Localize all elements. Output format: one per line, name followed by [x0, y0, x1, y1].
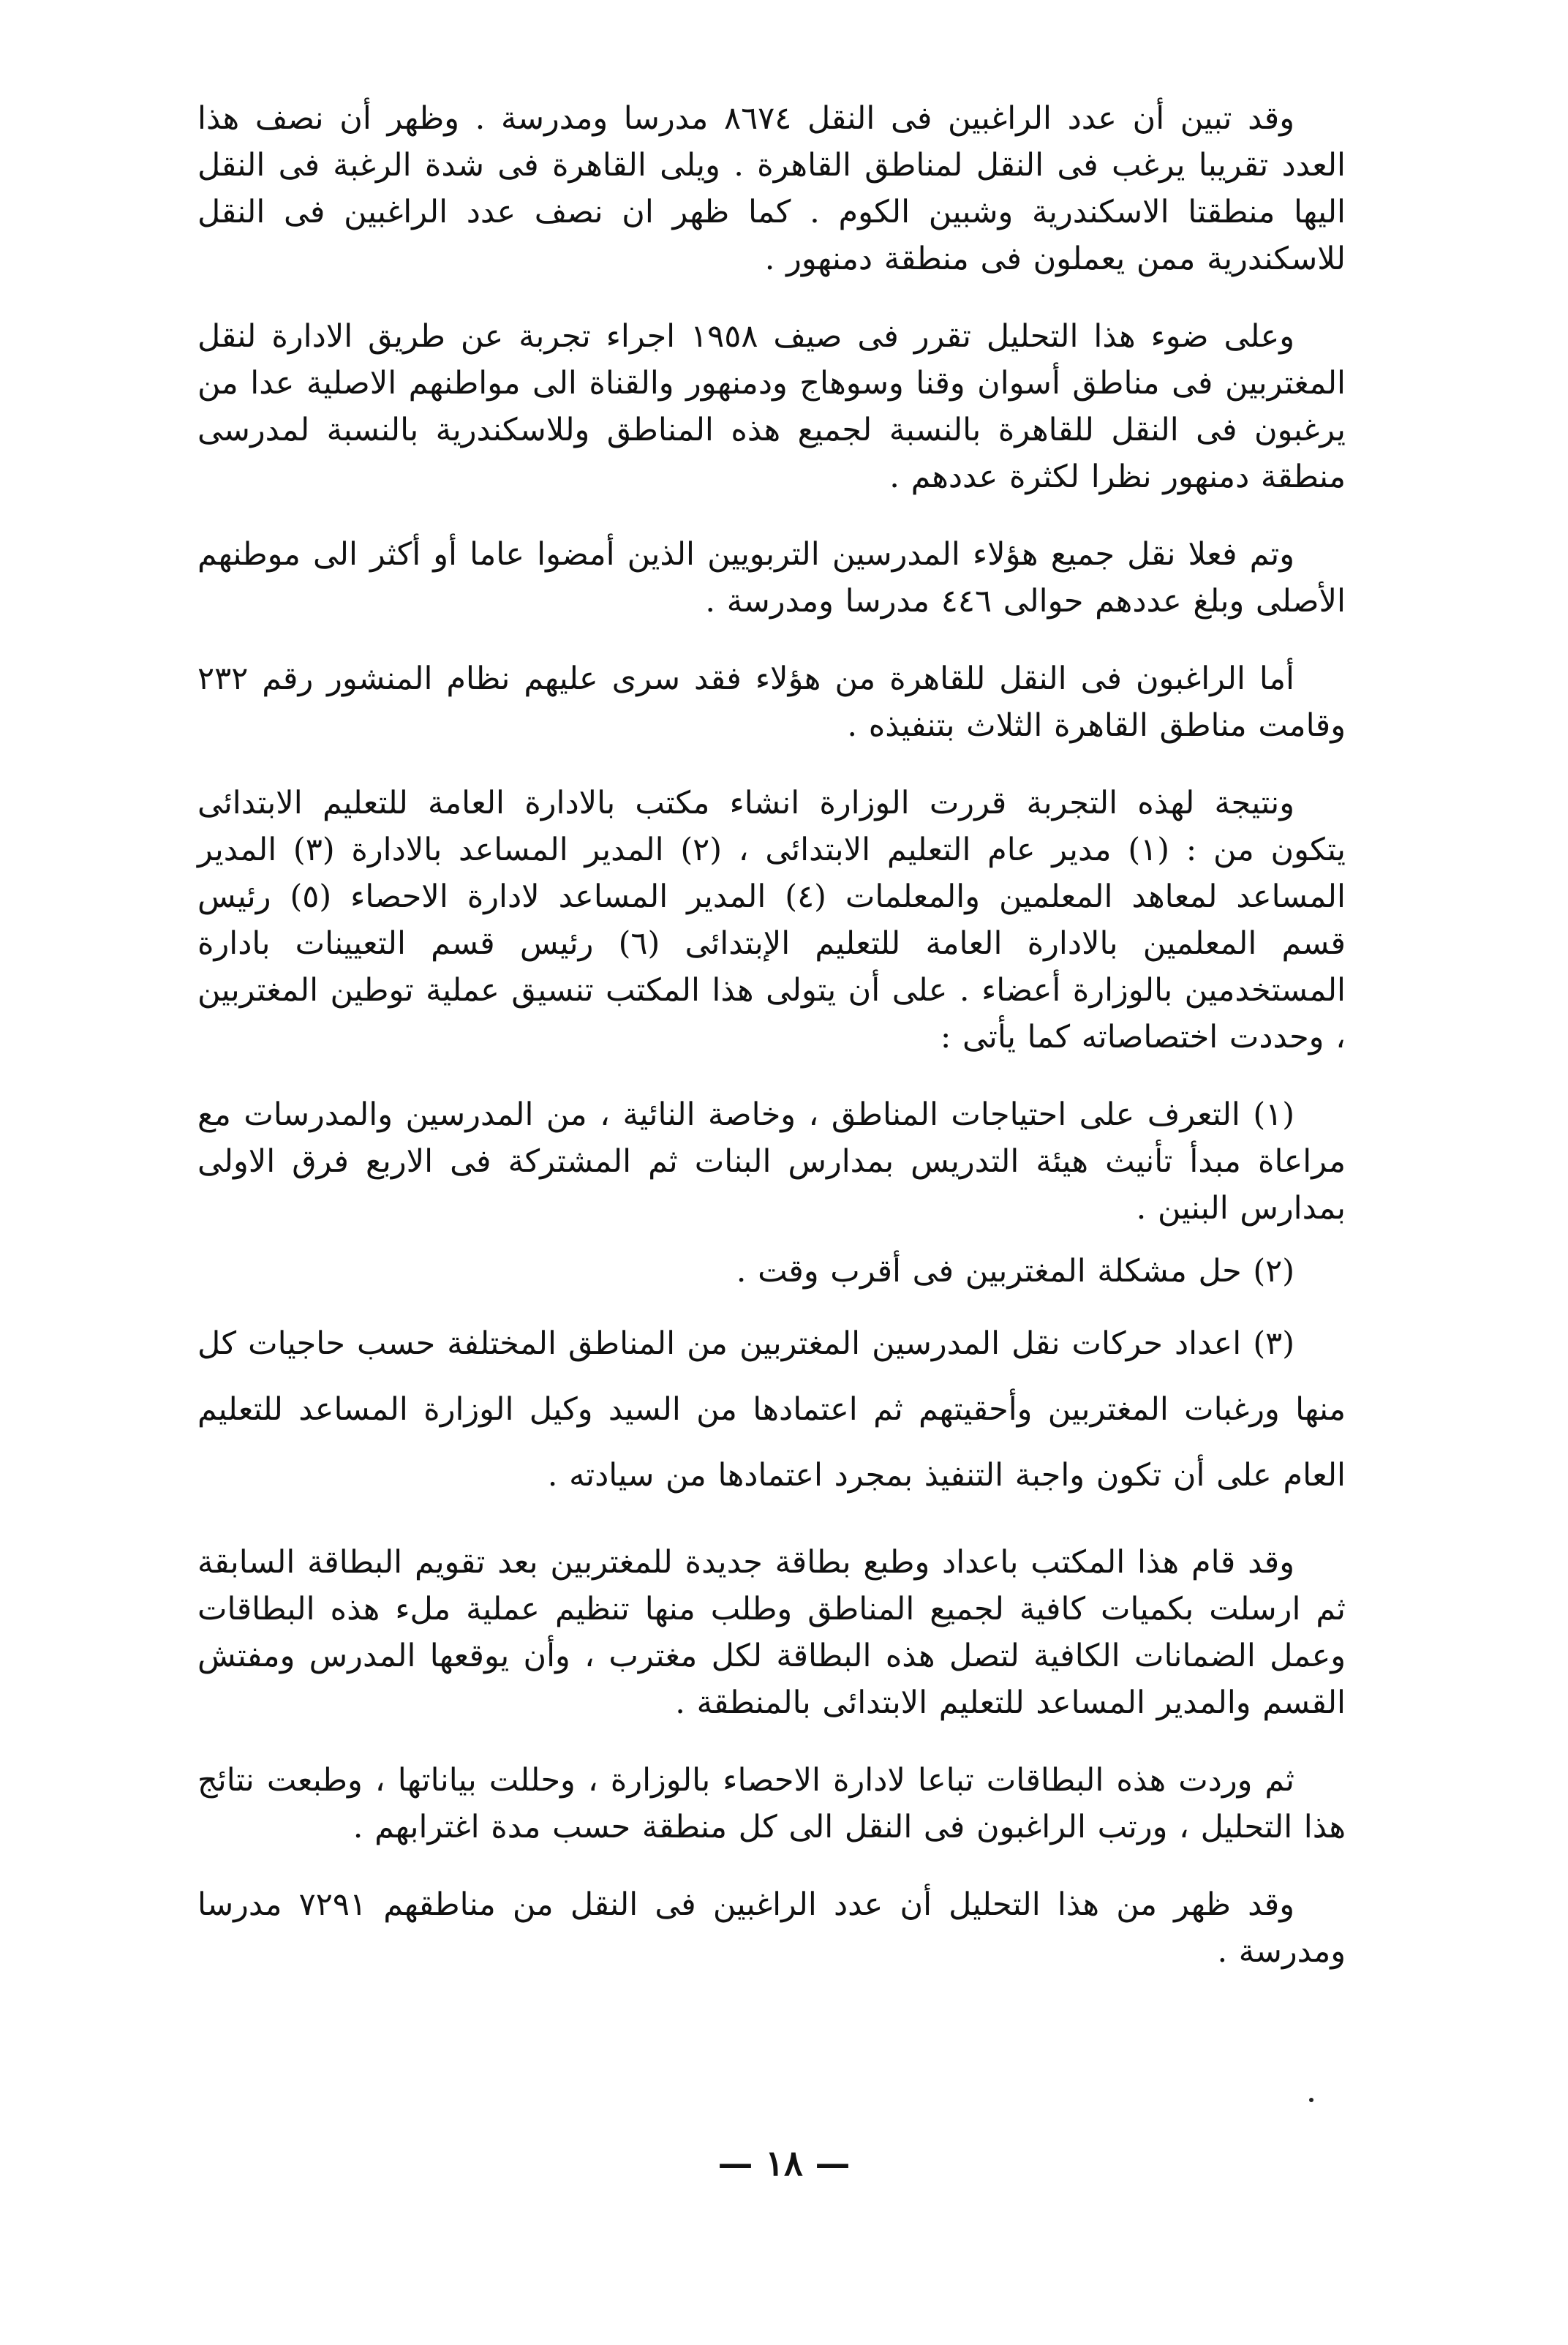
- paragraph-office-formation: ونتيجة لهذه التجربة قررت الوزارة انشاء مكتب بالادارة العامة للتعليم الابتدائى يتكون من : (١) مدير عام التعليم الابتدائى ، (٢) المدير المساعد بالادارة (٣) المدير المساعد لمعاهد المعلمين والمعلمات (٤) المدير المساعد لادارة الاحصاء (٥) رئيس قسم المعلمين بالادارة العامة للتعليم الإبتدائى (٦) رئيس قسم التعيينات بادارة المستخدمين بالوزارة أعضاء . على أن يتولى هذا المكتب تنسيق عملية توطين المغتربين ، وحددت اختصاصاته كما يأتى :: [197, 785, 1346, 1055]
- list-item-transfer-movements: (٣) اعداد حركات نقل المدرسين المغتربين من المناطق المختلفة حسب حاجيات كل منها ورغبات المغتربين وأحقيتهم ثم اعتمادها من السيد وكيل الوزارة المساعد للتعليم العام على أن تكون واجبة التنفيذ بمجرد اعتمادها من سيادته .: [197, 1325, 1346, 1494]
- paragraph-transfer-applicants: وقد تبين أن عدد الراغبين فى النقل ٨٦٧٤ مدرسا ومدرسة . وظهر أن نصف هذا العدد تقريبا يرغب فى النقل لمناطق القاهرة . ويلى القاهرة فى شدة الرغبة فى النقل اليها منطقتا الاسكندرية وشبين الكوم . كما ظهر ان نصف عدد الراغبين فى النقل للاسكندرية ممن يعملون فى منطقة دمنهور .: [197, 100, 1346, 277]
- page-number: — ١٨ —: [717, 2143, 851, 2184]
- list-item-needs: (١) التعرف على احتياجات المناطق ، وخاصة النائية ، من المدرسين والمدرسات مع مراعاة مبدأ تأنيث هيئة التدريس بمدارس البنات ثم المشتركة فى الاربع فرق الاولى بمدارس البنين .: [197, 1096, 1346, 1227]
- paragraph-statistics-analysis: ثم وردت هذه البطاقات تباعا لادارة الاحصاء بالوزارة ، وحللت بياناتها ، وطبعت نتائج هذا التحليل ، ورتب الراغبون فى النقل الى كل منطقة حسب مدة اغترابهم .: [197, 1762, 1346, 1845]
- paragraph-cairo-circular: أما الراغبون فى النقل للقاهرة من هؤلاء فقد سرى عليهم نظام المنشور رقم ٢٣٢ وقامت مناطق القاهرة الثلاث بتنفيذه .: [197, 660, 1346, 744]
- list-item-solve-problem: (٢) حل مشكلة المغتربين فى أقرب وقت .: [736, 1253, 1294, 1290]
- paragraph-analysis-result: وقد ظهر من هذا التحليل أن عدد الراغبين فى النقل من مناطقهم ٧٢٩١ مدرسا ومدرسة .: [197, 1886, 1346, 1970]
- body-text: [197, 95, 1346, 2006]
- paragraph-transfers-completed: وتم فعلا نقل جميع هؤلاء المدرسين التربويين الذين أمضوا عاما أو أكثر الى موطنهم الأصلى وبلغ عددهم حوالى ٤٤٦ مدرسا ومدرسة .: [197, 536, 1346, 620]
- paragraph-1958-experiment: وعلى ضوء هذا التحليل تقرر فى صيف ١٩٥٨ اجراء تجربة عن طريق الادارة لنقل المغتربين فى مناطق أسوان وقنا وسوهاج ودمنهور والقناة الى مواطنهم الاصلية عدا من يرغبون فى النقل للقاهرة بالنسبة لجميع هذه المناطق وللاسكندرية بالنسبة لمدرسى منطقة دمنهور نظرا لكثرة عددهم .: [197, 318, 1346, 495]
- paragraph-new-card: وقد قام هذا المكتب باعداد وطبع بطاقة جديدة للمغتربين بعد تقويم البطاقة السابقة ثم ارسلت بكميات كافية لجميع المناطق وطلب منها تنظيم عملية ملء هذه البطاقات وعمل الضمانات الكافية لتصل هذه البطاقة لكل مغترب ، وأن يوقعها المدرس ومفتش القسم والمدير المساعد للتعليم الابتدائى بالمنطقة .: [197, 1544, 1346, 1721]
- stray-dot: [1309, 2098, 1313, 2102]
